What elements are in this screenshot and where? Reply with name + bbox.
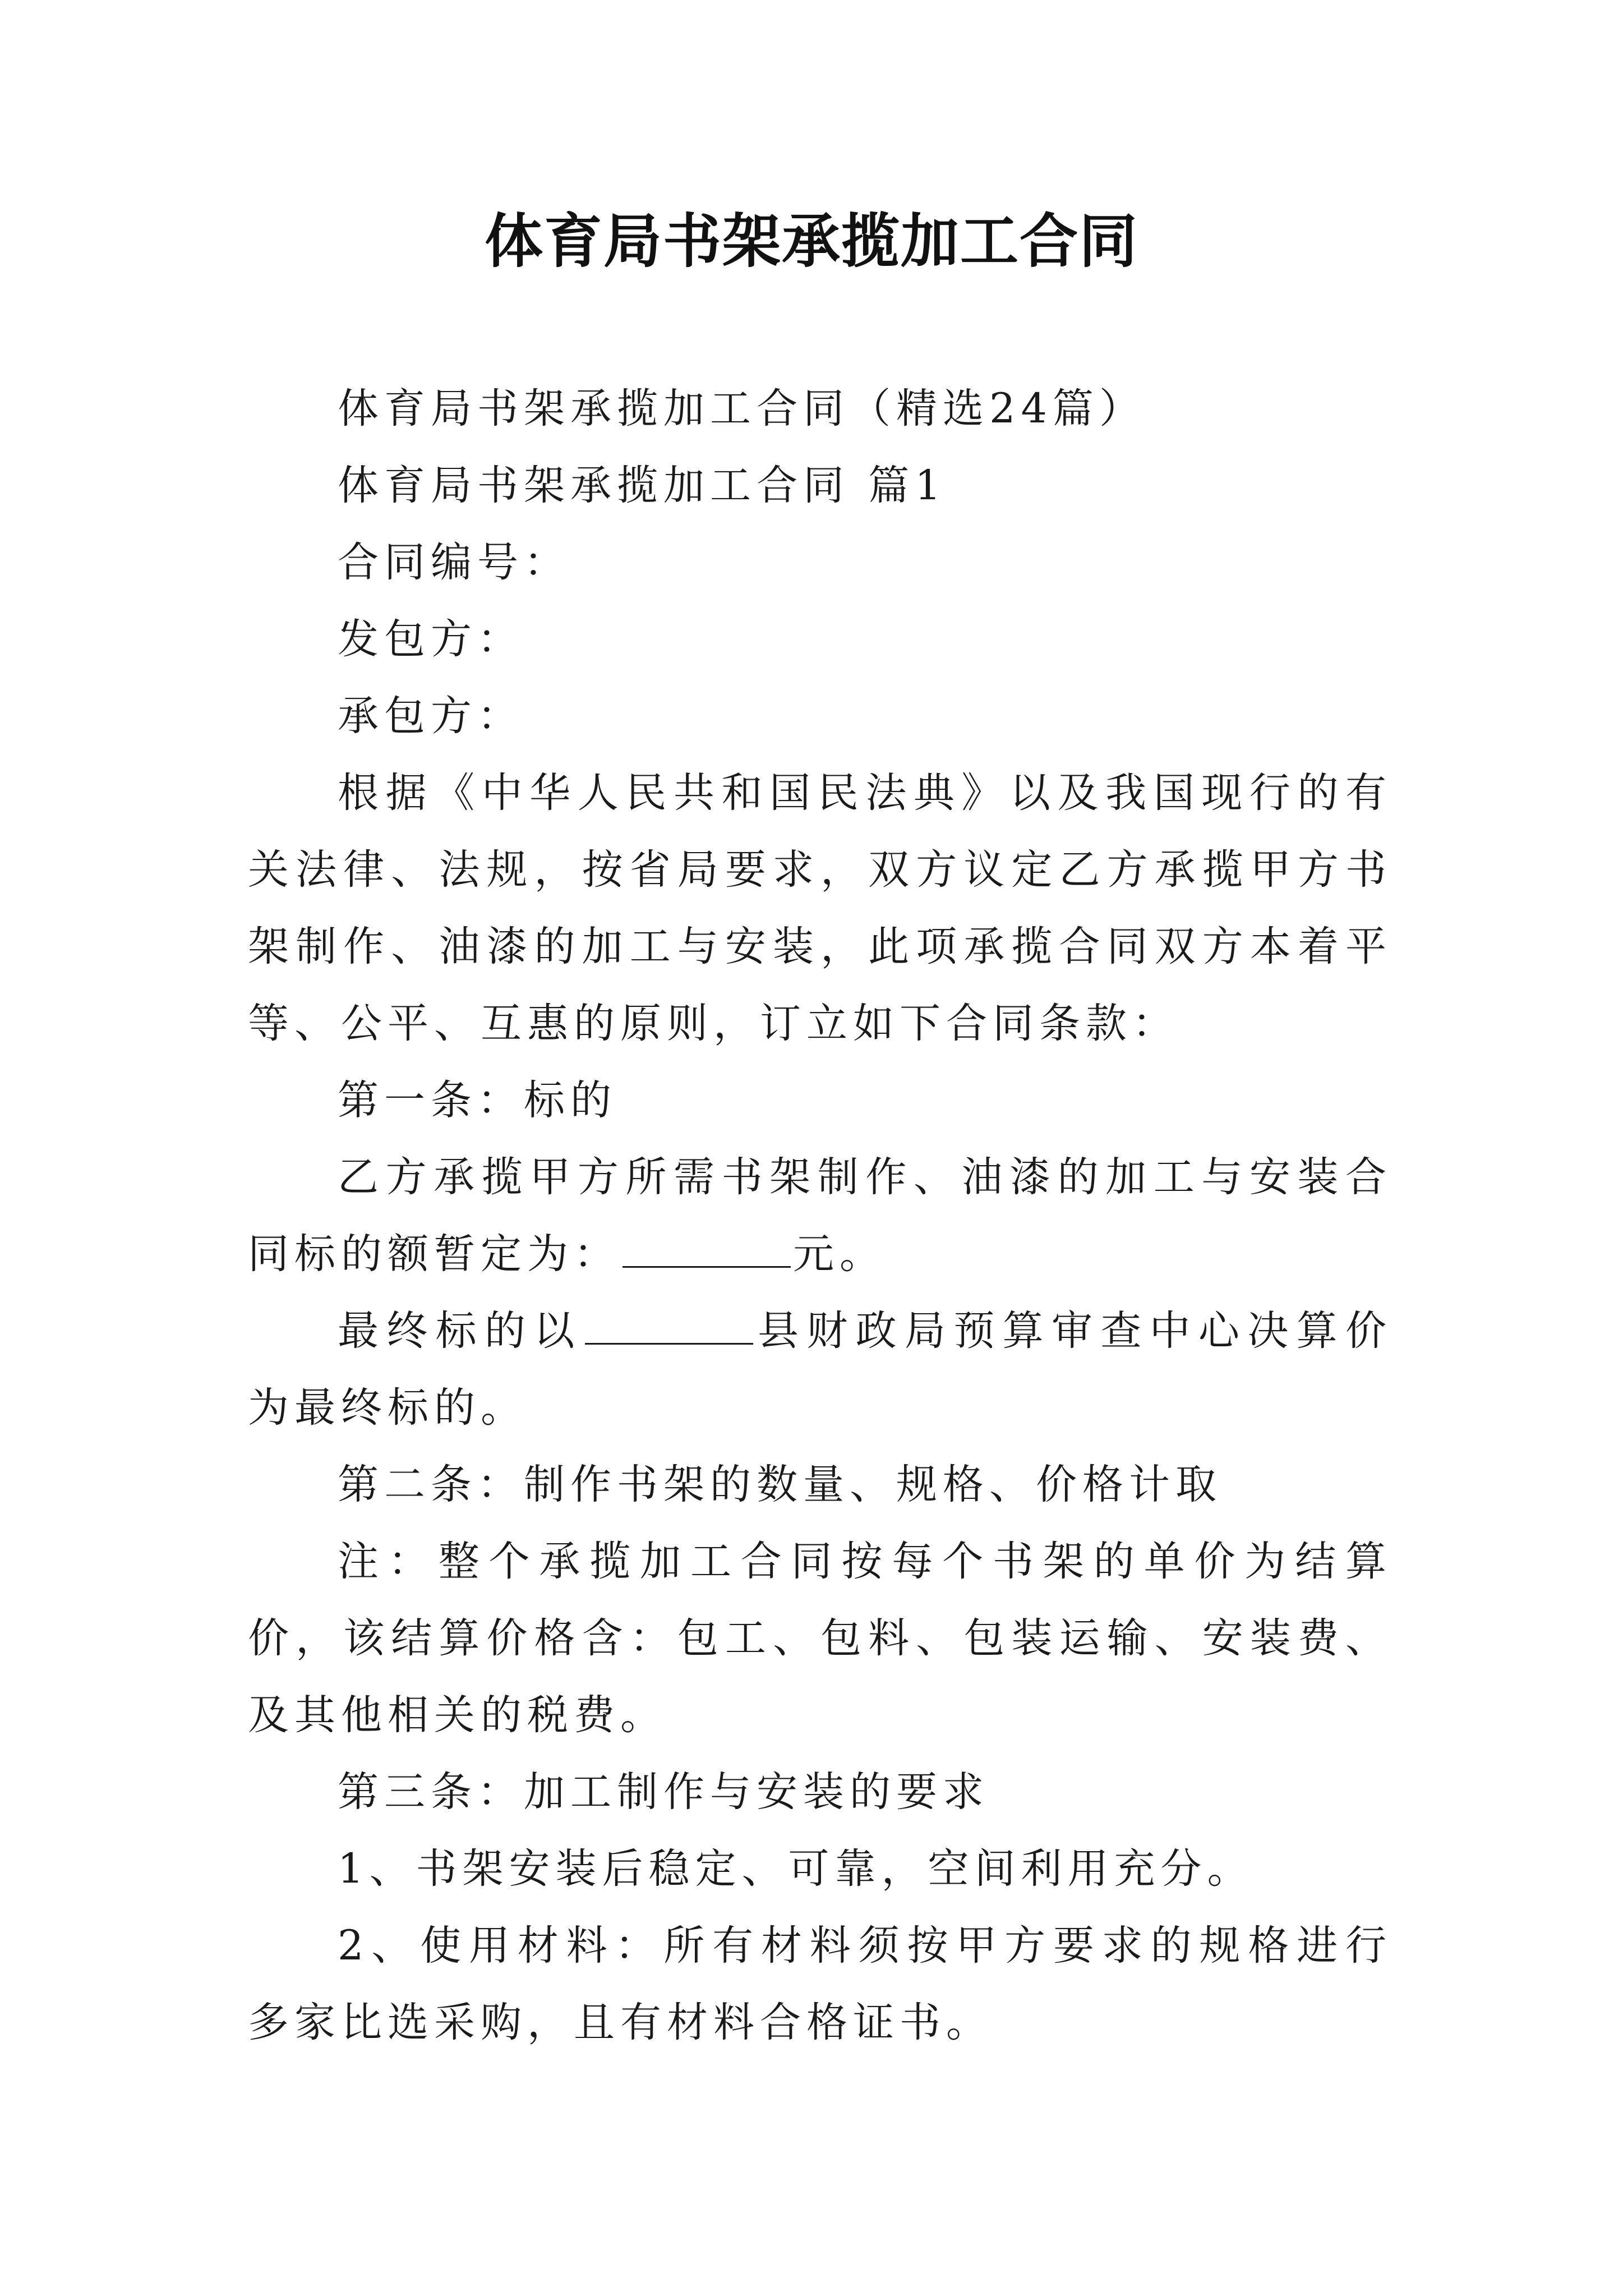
subtitle-paragraph: 体育局书架承揽加工合同（精选24篇） bbox=[338, 385, 1146, 432]
article-3-item-2: 2、使用材料：所有材料须按甲方要求的规格进行多家比选采购，且有材料合格证书。 bbox=[248, 1922, 1392, 2046]
party-b-label: 承包方： bbox=[338, 692, 524, 740]
final-text-after: 县财政局预算审查中心决算价为最终标的。 bbox=[248, 1307, 1393, 1432]
part-heading: 体育局书架承揽加工合同 篇1 bbox=[338, 462, 947, 509]
county-blank-line bbox=[585, 1308, 753, 1345]
party-a-label: 发包方： bbox=[338, 615, 524, 663]
article-2-note: 注：整个承揽加工合同按每个书架的单价为结算价，该结算价格含：包工、包料、包装运输、安装费、及其他相关的税费。 bbox=[248, 1538, 1392, 1739]
article-1-text-before: 乙方承揽甲方所需书架制作、油漆的加工与安装合同标的额暂定为： bbox=[248, 1153, 1392, 1278]
intro-paragraph: 根据《中华人民共和国民法典》以及我国现行的有关法律、法规，按省局要求，双方议定乙方承揽甲方书架制作、油漆的加工与安装，此项承揽合同双方本着平等、公平、互惠的原则，订立如下合同条款： bbox=[248, 769, 1392, 1047]
final-target-paragraph bbox=[248, 1292, 1392, 1446]
article-1-heading: 第一条：标的 bbox=[338, 1076, 617, 1124]
article-1-paragraph bbox=[248, 1139, 1392, 1292]
final-text-before: 最终标的以 bbox=[338, 1307, 583, 1355]
document-title: 体育局书架承揽加工合同 bbox=[484, 207, 1138, 275]
article-1-text-after: 元。 bbox=[793, 1230, 886, 1278]
article-2-heading: 第二条：制作书架的数量、规格、价格计取 bbox=[338, 1461, 1222, 1508]
document-body bbox=[248, 370, 1392, 2061]
article-3-heading: 第三条：加工制作与安装的要求 bbox=[338, 1768, 989, 1816]
article-3-item-1: 1、书架安装后稳定、可靠，空间利用充分。 bbox=[338, 1845, 1254, 1893]
contract-number-label: 合同编号： bbox=[338, 539, 570, 586]
amount-blank-line bbox=[623, 1231, 791, 1268]
